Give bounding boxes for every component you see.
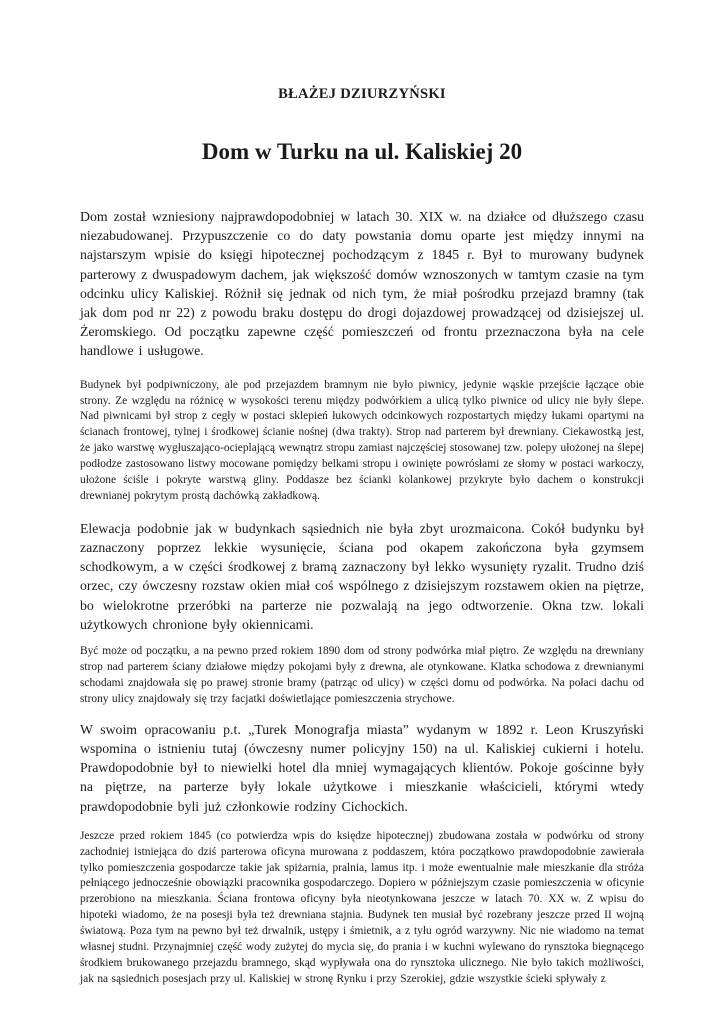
paragraph-upper-floor: Być może od początku, a na pewno przed rokiem 1890 dom od strony podwórka miał piętro. Ze względu na drewniany strop nad parterem ściany działowe między pokojami były z drewna, ale otynkowane. Klatka schodowa z drewnianymi schodami znajdowała się po prawej stronie bramy (patrząc od ulicy) w części domu od podwórka. Na połaci dachu od strony ulicy znajdowały się trzy facjatki doświetlające pomieszczenia strychowe. bbox=[80, 645, 644, 705]
document-author: BŁAŻEJ DZIURZYŃSKI bbox=[278, 86, 446, 102]
paragraph-cellar-structure: Budynek był podpiwniczony, ale pod przejazdem bramnym nie było piwnicy, jedynie wąskie przejście łączące obie strony. Ze względu na różnicę w wysokości terenu między podwórkiem a ulicą tylko piwnice od ulicy nie były ślepe. Nad piwnicami był strop z cegły w postaci sklepień łukowych odcinkowych rozpostartych między łukami opartymi na ścianach frontowej, tylnej i środkowej ścianie nośnej (dwa trakty). Strop nad parterem był drewniany. Ciekawostką jest, że jako warstwę wygłuszająco-ocieplającą wewnątrz stropu zamiast najczęściej stosowanej tzw. polepy ułożonej na ślepej podłodze zastosowano listwy mocowane pomiędzy belkami stropu i owinięte powrósłami ze słomy w postaci warkoczy, ułożone ściśle i pokryte warstwą gliny. Poddasze bez ścianki kolankowej przykryte było dachem o konstrukcji drewnianej pokrytym prostą dachówką zakładkową. bbox=[80, 378, 644, 502]
paragraph-intro: Dom został wzniesiony najprawdopodobniej w latach 30. XIX w. na działce od dłuższego czasu niezabudowanej. Przypuszczenie co do daty powstania domu oparte jest między innymi na najstarszym wpisie do księgi hipotecznej pochodzącym z 1845 r. Był to murowany budynek parterowy z dwuspadowym dachem, jak większość domów wznoszonych w tamtym czasie na tym odcinku ulicy Kaliskiej. Różnił się jednak od nich tym, że miał pośrodku przejazd bramny (tak jak dom pod nr 22) z powodu braku dostępu do drogi dojazdowej prowadzącej od dzisiejszej ul. Żeromskiego. Od początku zapewne część pomieszczeń od frontu przeznaczona była na cele handlowe i usługowe. bbox=[80, 209, 644, 359]
paragraph-monograph: W swoim opracowaniu p.t. „Turek Monografja miasta” wydanym w 1892 r. Leon Kruszyński wspomina o istnieniu tutaj (ówczesny numer policyjny 150) na ul. Kaliskiej cukierni i hotelu. Prawdopodobnie był to niewielki hotel dla mniej wymagających klientów. Pokoje gościnne były na piętrze, na parterze były lokale użytkowe i mieszkanie właścicieli, którymi wtedy prawdopodobnie byli już członkowie rodziny Cichockich. bbox=[80, 721, 644, 814]
paragraph-facade: Elewacja podobnie jak w budynkach sąsiednich nie była zbyt urozmaicona. Cokół budynku był zaznaczony poprzez lekkie wysunięcie, ściana pod okapem zakończona była gzymsem schodkowym, a w części środkowej z bramą zaznaczony był lekko wysunięty ryzalit. Trudno dziś orzec, czy ówczesny rozstaw okien miał coś wspólnego z dzisiejszym rozstawem okien na piętrze, bo wielokrotne przeróbki na parterze nie pozwalają na jego odtworzenie. Okna tzw. lokali użytkowych chronione były okiennicami. bbox=[80, 520, 644, 632]
document-title: Dom w Turku na ul. Kaliskiej 20 bbox=[201, 139, 523, 164]
paragraph-outbuildings: Jeszcze przed rokiem 1845 (co potwierdza wpis do księdze hipotecznej) zbudowana została w podwórku od strony zachodniej istniejąca do dziś parterowa oficyna murowana z poddaszem, która początkowo prawdopodobnie zawierała tylko pomieszczenia gospodarcze takie jak spiżarnia, pralnia, lamus itp. i może ewentualnie małe mieszkanie dla stróża pełniącego jednocześnie obowiązki pracownika gospodarczego. Dopiero w późniejszym czasie pomieszczenia w oficynie przerobiono na mieszkania. Ściana frontowa oficyny była nieotynkowana jeszcze w latach 70. XX w. Z wpisu do hipoteki wiadomo, że na posesji była też drewniana stajnia. Budynek ten musiał być rozebrany jeszcze przed II wojną światową. Poza tym na pewno był też drwalnik, ustępy i śmietnik, a z tyłu ogród warzywny. Nic nie wiadomo na temat własnej studni. Przynajmniej część wody zużytej do mycia się, do prania i w kuchni wylewano do rynsztoka biegnącego środkiem brukowanego przejazdu bramnego, skąd wypływała ona do rynsztoka ulicznego. Nie było takich możliwości, jak na sąsiednich posesjach przy ul. Kaliskiej w stronę Rynku i przy Szerokiej, gdzie wszystkie ścieki spływały z bbox=[80, 829, 644, 985]
